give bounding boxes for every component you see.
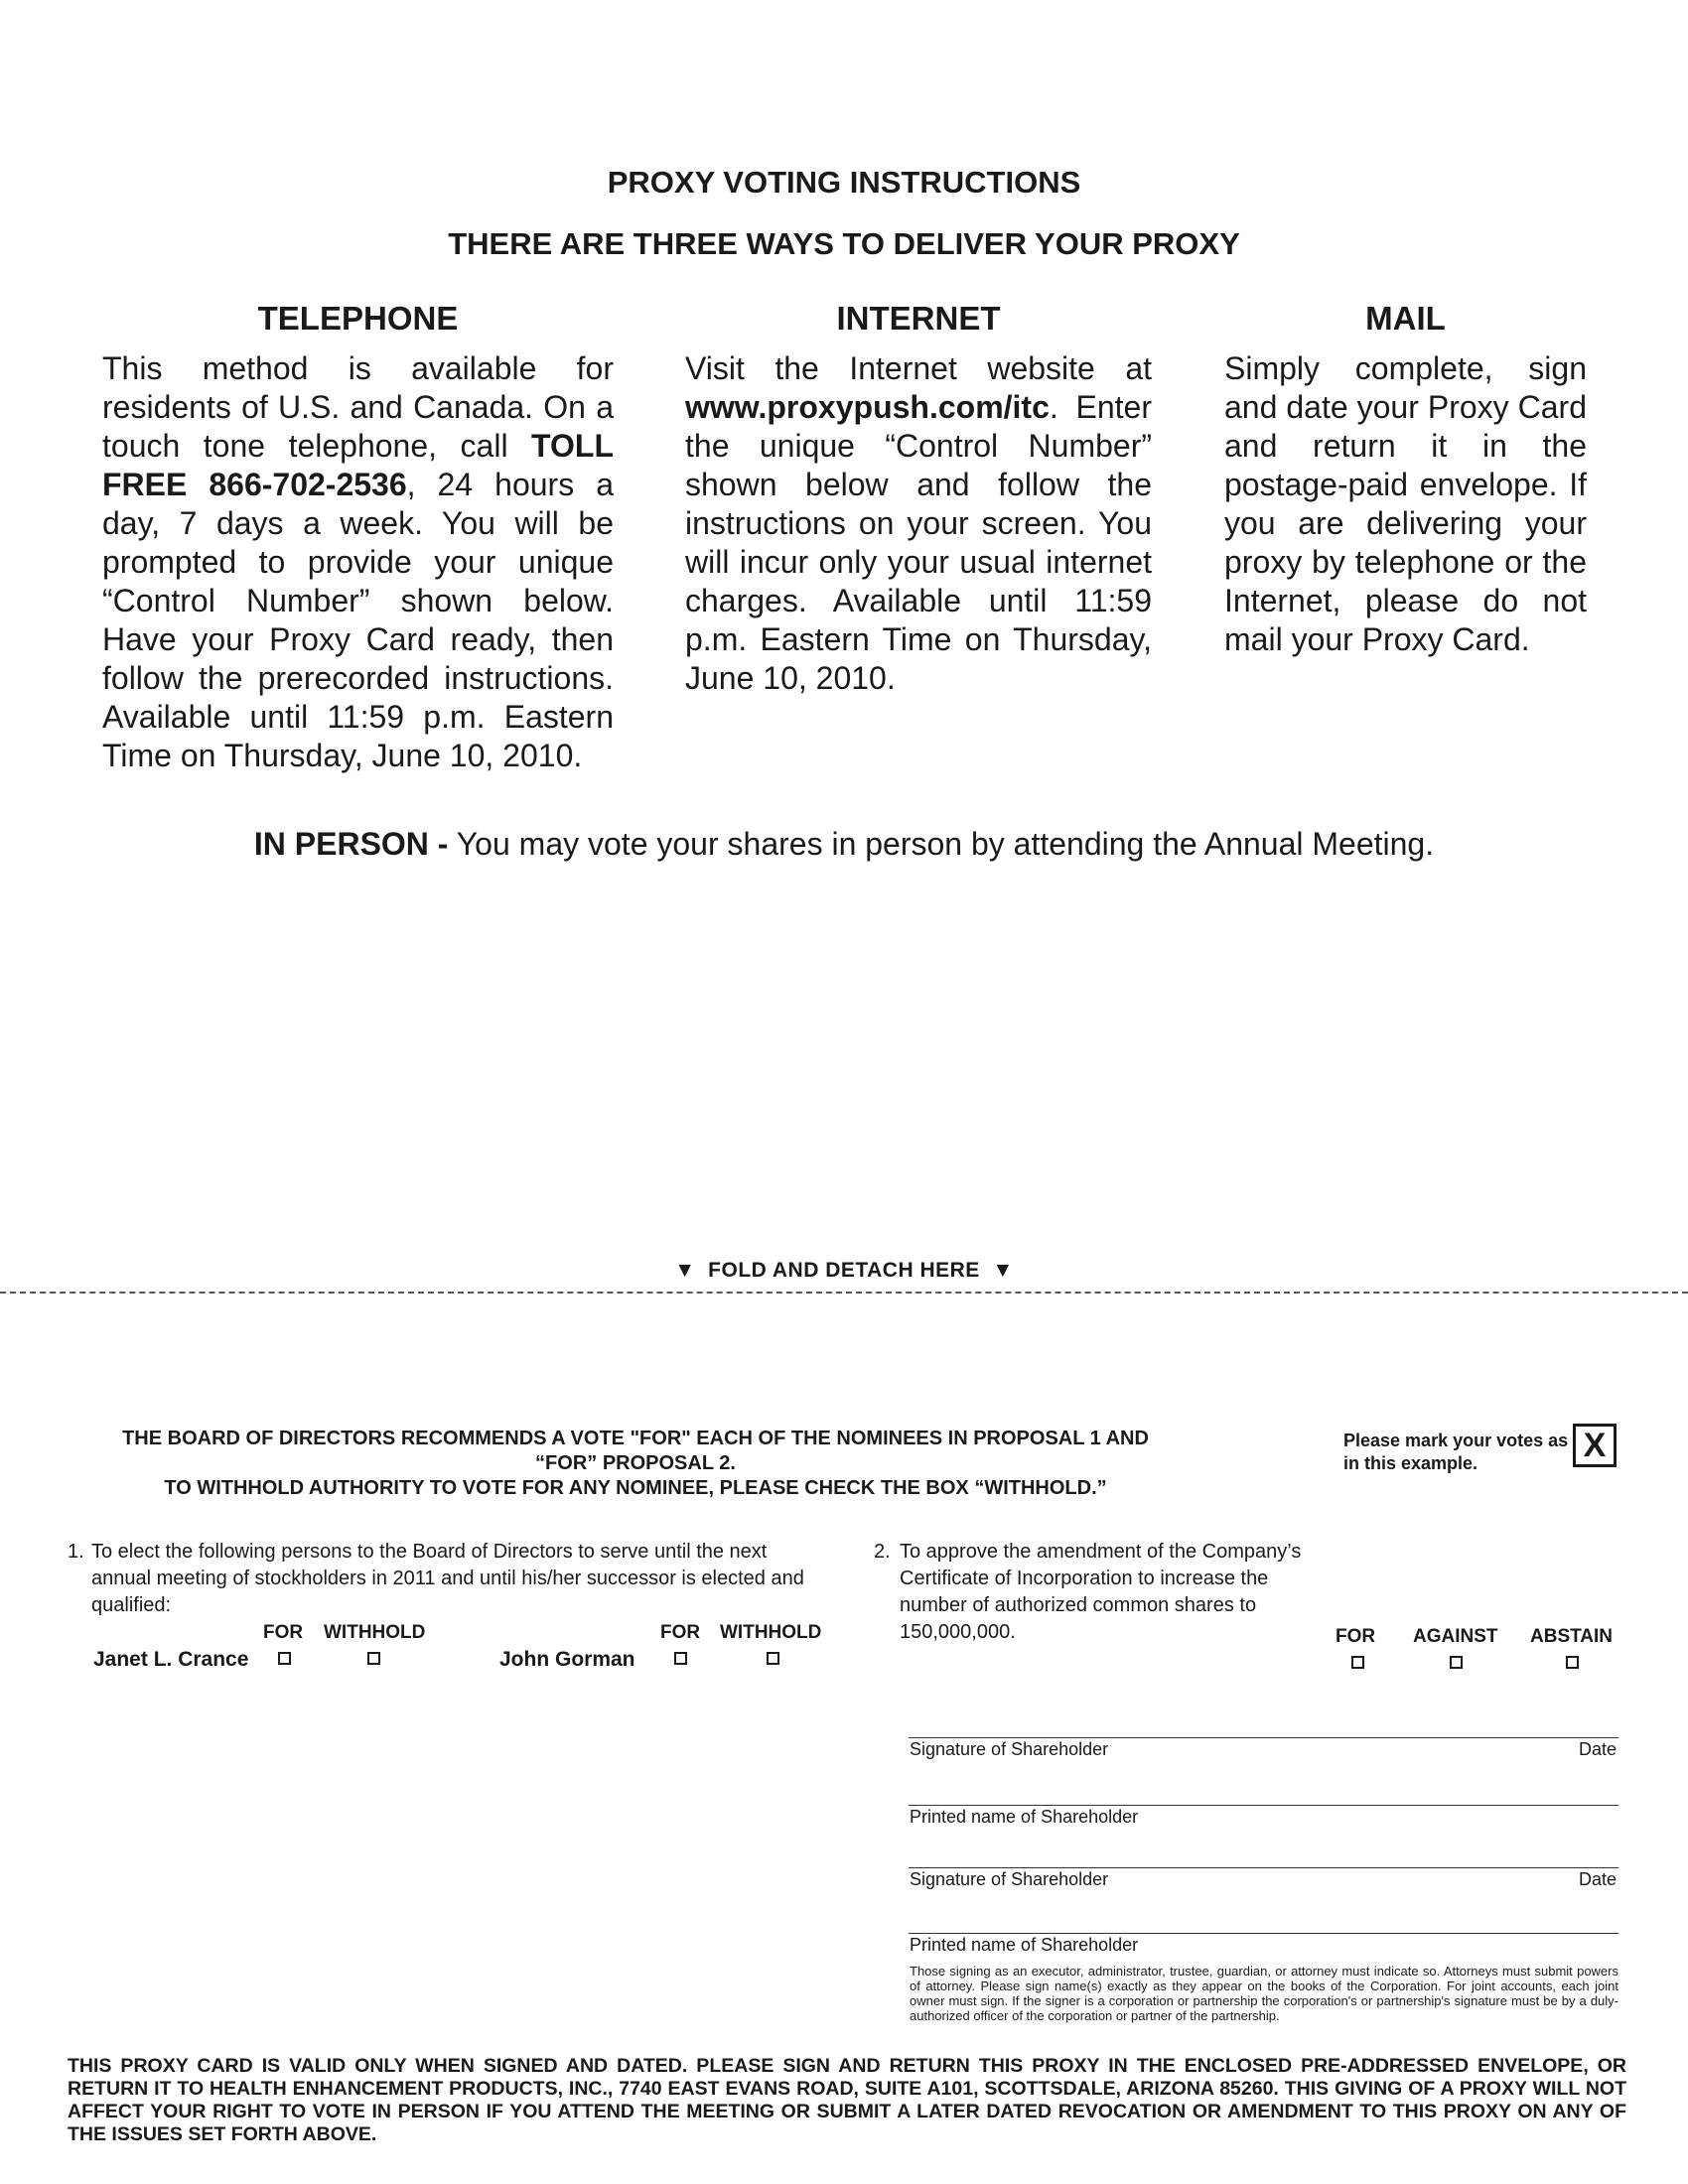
signature-label: Signature of Shareholder <box>910 1869 1109 1889</box>
in-person-note: IN PERSON - You may vote your shares in person by attending the Annual Meeting. <box>253 826 1435 862</box>
nominee-name: John Gorman <box>499 1648 635 1671</box>
page-subtitle: THERE ARE THREE WAYS TO DELIVER YOUR PROXY <box>448 226 1240 261</box>
internet-heading: INTERNET <box>836 300 1001 337</box>
proposal2-against-header: AGAINST <box>1413 1626 1498 1647</box>
proposal1-text: To elect the following persons to the Board of Directors to serve until the next annual meeting of stockholders in 2011 and until his/her successor is elected and qualified: <box>91 1541 804 1616</box>
fold-detach-label: ▼ FOLD AND DETACH HERE ▼ <box>674 1259 1014 1282</box>
example-instruction: Please mark your votes as in this example. <box>1343 1431 1569 1473</box>
proposal2-abstain-checkbox[interactable] <box>1566 1656 1579 1669</box>
date-label: Date <box>1579 1739 1618 1759</box>
printed-name-label: Printed name of Shareholder <box>910 1935 1139 1955</box>
proposal2-for-checkbox[interactable] <box>1351 1656 1364 1669</box>
printed-name-line-1[interactable] <box>909 1805 1618 1806</box>
proposal1-for-header: FOR <box>660 1622 701 1643</box>
nominee-1-for-checkbox[interactable] <box>278 1652 291 1665</box>
internet-url[interactable]: www.proxypush.com/itc <box>685 389 1050 425</box>
date-label: Date <box>1579 1869 1618 1889</box>
proposal2-abstain-header: ABSTAIN <box>1530 1626 1614 1647</box>
fold-arrow-right-icon: ▼ <box>992 1259 1014 1282</box>
proposal2-number: 2. <box>874 1541 891 1563</box>
mail-instructions: Simply complete, sign and date your Proxy Card and return it in the postage-paid envelope. If you are delivering your proxy by telephone or the Internet, please do not mail your Proxy Card. <box>1224 350 1587 657</box>
signature-line-1[interactable] <box>909 1737 1618 1738</box>
telephone-heading: TELEPHONE <box>257 300 459 337</box>
signing-instructions: Those signing as an executor, administrator, trustee, guardian, or attorney must indicate so. Attorneys must submit powers of attorney. Please sign name(s) exactly as they appear on the books of the Corporation. For joint accounts, each joint owner must sign. If the signer is a corporation or partnership the corporation's or partnership's signature must be by a duly-authorized officer of the corporation or partner of the partnership. <box>910 1964 1618 2023</box>
nominee-name: Janet L. Crance <box>93 1648 249 1671</box>
nominee-1-withhold-checkbox[interactable] <box>367 1652 380 1665</box>
page-title: PROXY VOTING INSTRUCTIONS <box>607 165 1081 200</box>
nominee-2-for-checkbox[interactable] <box>674 1652 687 1665</box>
proposal2-text: To approve the amendment of the Company’s Certificate of Incorporation to increase the number of authorized common shares to 150,000,000. <box>900 1541 1302 1643</box>
printed-name-line-2[interactable] <box>909 1933 1618 1934</box>
internet-instructions: Visit the Internet website at www.proxypush.com/itc. Enter the unique “Control Number” shown below and follow the instructions on your screen. You will incur only your usual internet charges. Available until 11:59 p.m. Eastern Time on Thursday, June 10, 2010. <box>685 350 1152 696</box>
mail-heading: MAIL <box>1365 300 1446 337</box>
proposal2-for-header: FOR <box>1336 1626 1376 1647</box>
footer-notice: THIS PROXY CARD IS VALID ONLY WHEN SIGNED AND DATED. PLEASE SIGN AND RETURN THIS PROXY IN THE ENCLOSED PRE-ADDRESSED ENVELOPE, OR RETURN IT TO HEALTH ENHANCEMENT PRODUCTS, INC., 7740 EAST EVANS ROAD, SUITE A101, SCOTTSDALE, ARIZONA 85260. THIS GIVING OF A PROXY WILL NOT AFFECT YOUR RIGHT TO VOTE IN PERSON IF YOU ATTEND THE MEETING OR SUBMIT A LATER DATED REVOCATION OR AMENDMENT TO THIS PROXY ON ANY OF THE ISSUES SET FORTH ABOVE. <box>68 2055 1626 2145</box>
fold-line <box>0 1292 1688 1294</box>
proposal1-for-header: FOR <box>263 1622 304 1643</box>
signature-label: Signature of Shareholder <box>910 1739 1109 1759</box>
example-checkbox: X <box>1573 1424 1617 1467</box>
printed-name-label: Printed name of Shareholder <box>910 1807 1139 1827</box>
telephone-instructions: This method is available for residents of U.S. and Canada. On a touch tone telephone, call TOLL FREE 866-702-2536, 24 hours a day, 7 days a week. You will be prompted to provide your unique “Control Number” shown below. Have your Proxy Card ready, then follow the prerecorded instructions. Available until 11:59 p.m. Eastern Time on Thursday, June 10, 2010. <box>102 350 615 773</box>
proposal1-number: 1. <box>68 1541 84 1563</box>
telephone-number: TOLL FREE 866-702-2536 <box>102 428 614 502</box>
board-recommendation: THE BOARD OF DIRECTORS RECOMMENDS A VOTE "FOR" EACH OF THE NOMINEES IN PROPOSAL 1 AND “FOR” PROPOSAL 2. TO WITHHOLD AUTHORITY TO VOTE FOR ANY NOMINEE, PLEASE CHECK THE BOX “WITHHOLD.” <box>122 1428 1149 1499</box>
nominee-2-withhold-checkbox[interactable] <box>767 1652 779 1665</box>
proposal1-withhold-header: WITHHOLD <box>720 1622 822 1643</box>
proposal1-withhold-header: WITHHOLD <box>324 1622 426 1643</box>
fold-arrow-left-icon: ▼ <box>674 1259 696 1282</box>
proposal2-against-checkbox[interactable] <box>1450 1656 1463 1669</box>
signature-line-2[interactable] <box>909 1867 1618 1868</box>
